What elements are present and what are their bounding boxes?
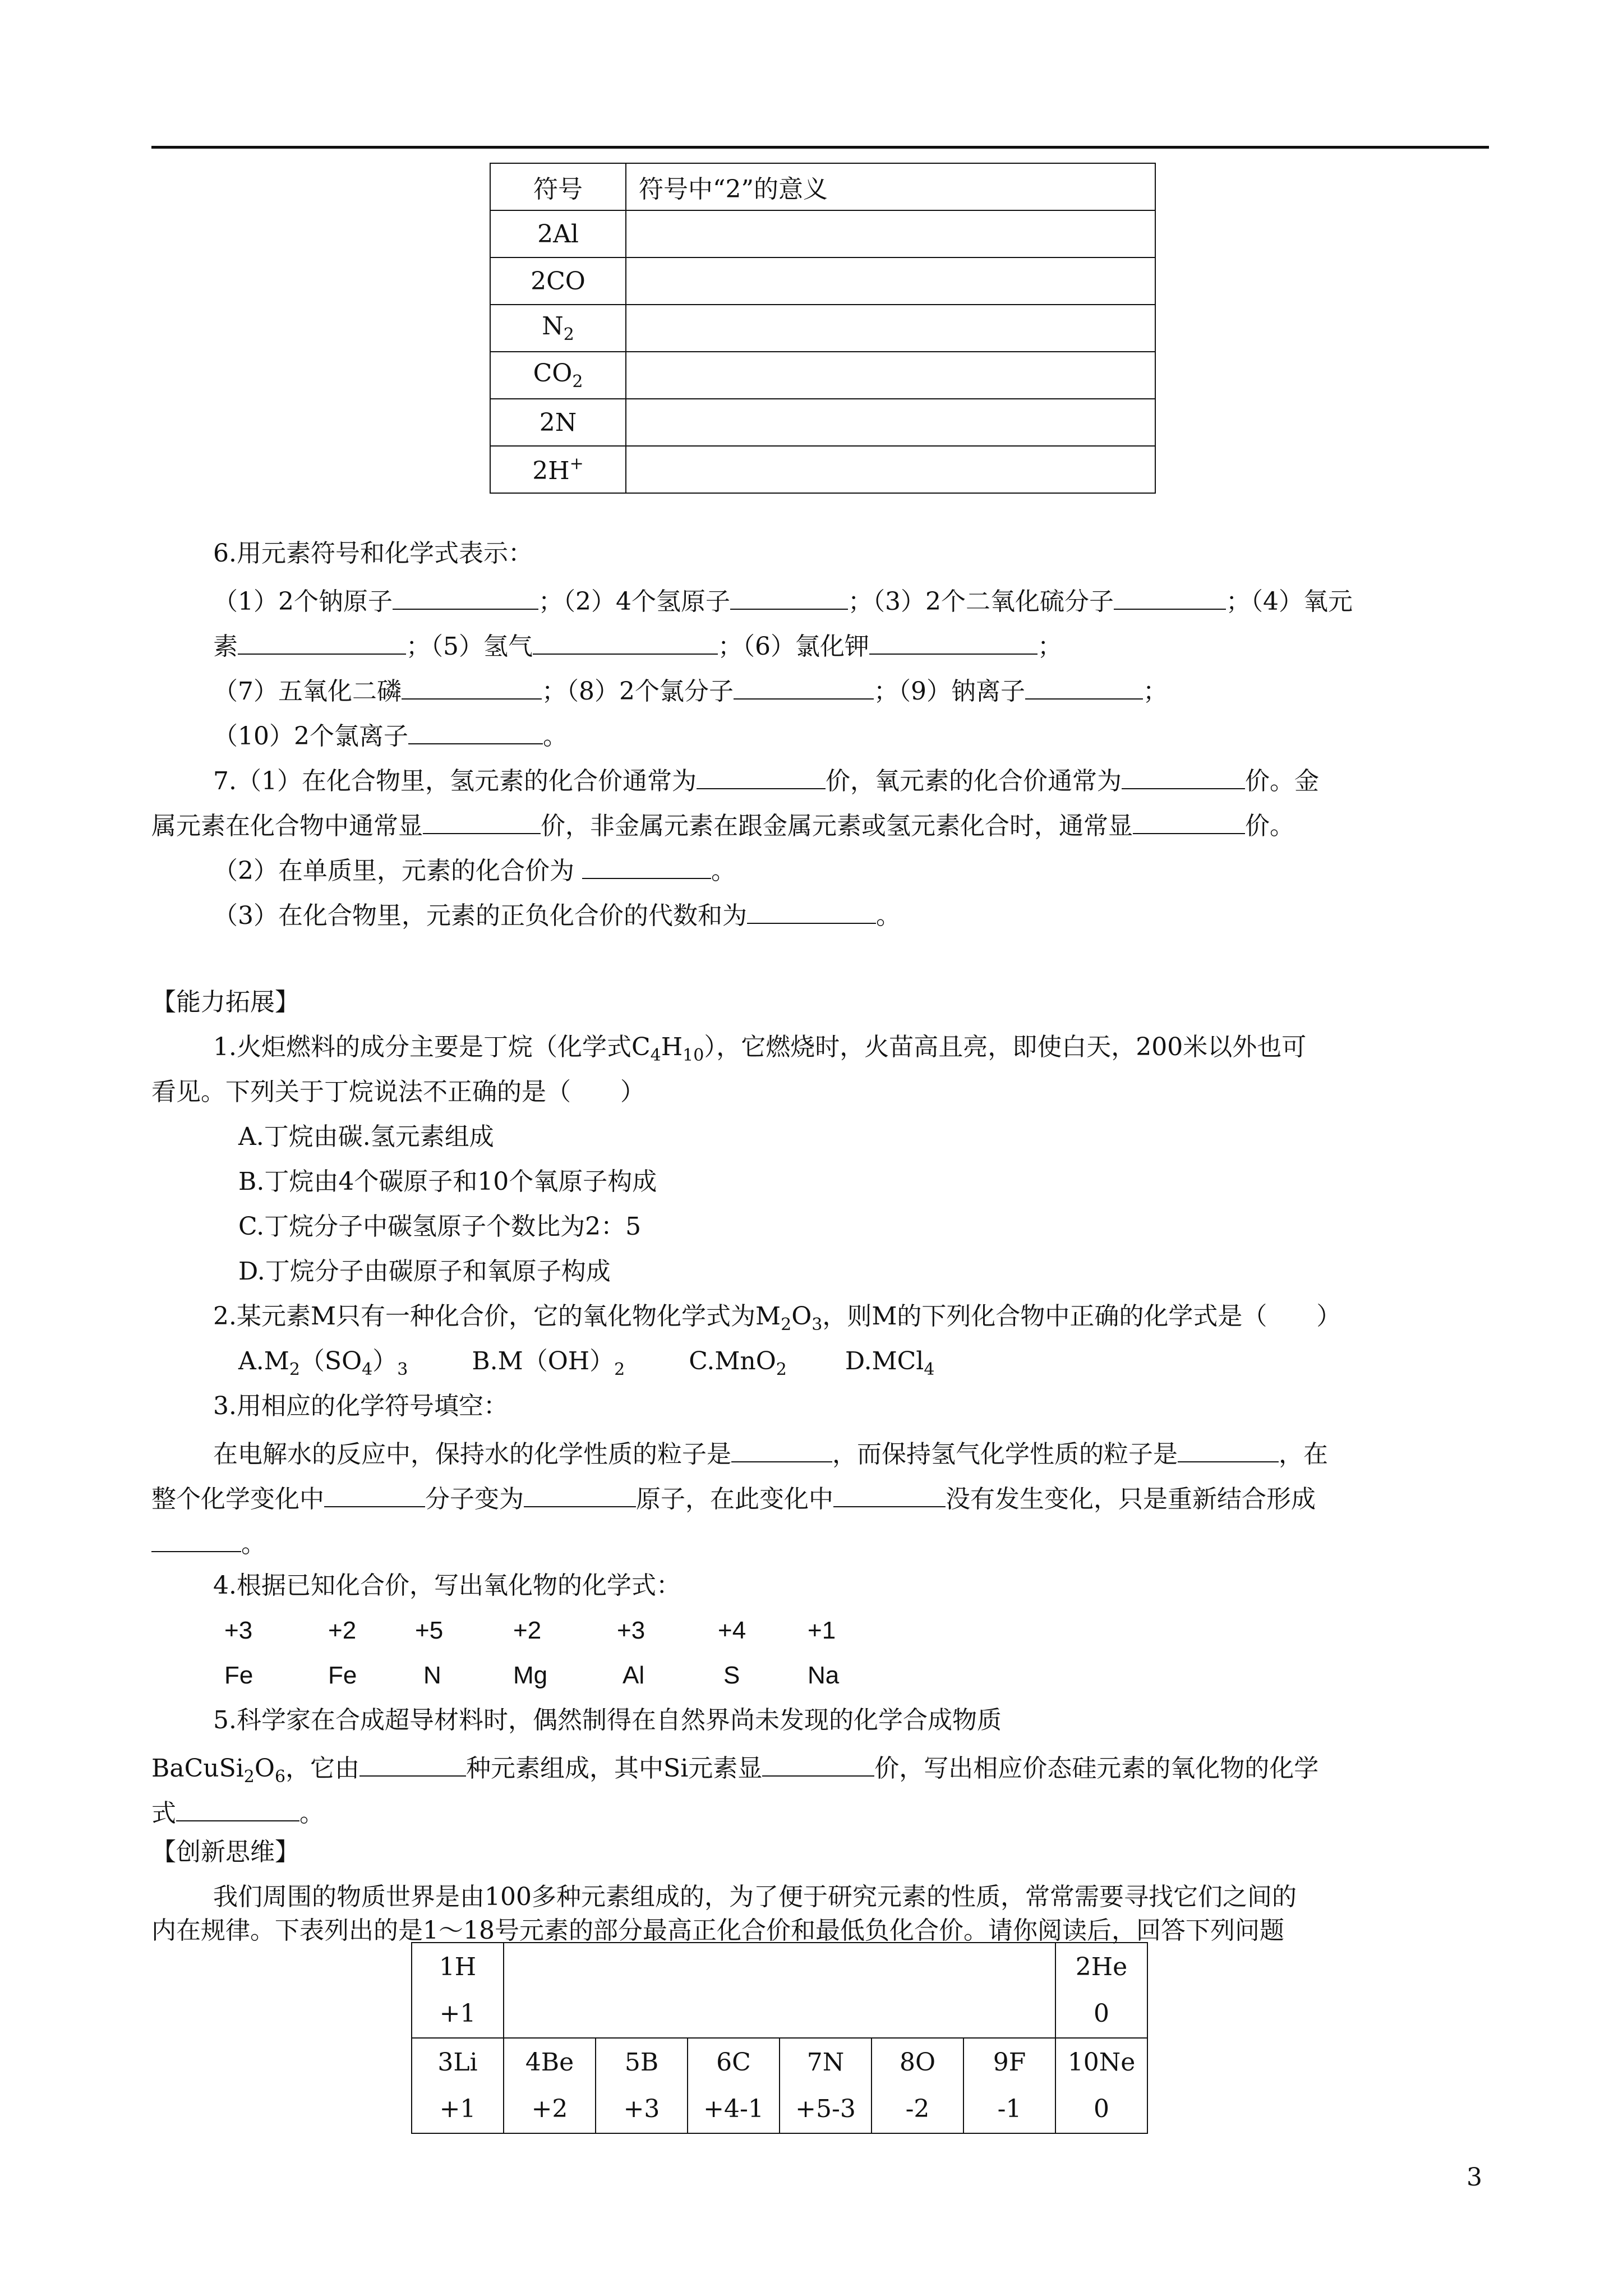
symbol-cell: $CO_2$ [490,352,626,399]
answer-blank[interactable] [393,586,538,610]
meaning-cell [626,399,1155,446]
element-cell: 7N +5-3 [780,2038,872,2133]
answer-blank[interactable] [734,676,874,700]
p2-line1: 2.某元素M只有一种化合价，它的氧化物化学式为$M_2O_3$，则M的下列化合物中正确的化学式是（ ） [213,1302,1341,1335]
subscript: 2 [563,325,574,344]
answer-blank[interactable] [833,1484,946,1507]
element-cell: 9F -1 [963,2038,1055,2133]
symbol-cell: 2CO [490,257,626,305]
answer-blank[interactable] [324,1484,425,1507]
header-rule [151,146,1489,149]
p3-line1: 在电解水的反应中，保持水的化学性质的粒子是 ，而保持氢气化学性质的粒子是 ，在 [213,1440,1328,1469]
answer-blank[interactable] [238,631,406,655]
meaning-cell [626,446,1155,493]
answer-blank[interactable] [869,631,1038,655]
answer-blank[interactable] [151,1529,241,1552]
option-a: $A.M_2(SO_4)_3$ [238,1347,408,1379]
answer-blank[interactable] [747,900,876,924]
table-row [490,352,1155,399]
answer-blank[interactable] [730,586,848,610]
empty-cell [504,1943,1055,2038]
q6-line3: （7）五氧化二磷 ；（8）2个氯分子 ；（9）钠离子 ； [213,677,1168,706]
element-cell: 4Be +2 [504,2038,596,2133]
element-cell: 3Li +1 [412,2038,504,2133]
p3-title: 3.用相应的化学符号填空： [213,1392,508,1420]
p3-line3: 。 [151,1529,266,1557]
meaning-cell [626,210,1155,257]
meaning-cell [626,305,1155,352]
q6-title: 6.用元素符号和化学式表示： [213,539,533,568]
element-cell: 5B +3 [596,2038,688,2133]
q7-line3: （2）在单质里，元素的化合价为 。 [213,857,736,885]
option-b: B.丁烷由4个碳原子和10个氧原子构成 [238,1167,657,1196]
option-a: A.丁烷由碳.氢元素组成 [238,1122,494,1151]
q7-line1: 7.（1）在化合物里，氢元素的化合价通常为 价，氧元素的化合价通常为 价。金 [213,767,1319,795]
answer-blank[interactable] [762,1753,874,1777]
q7-line2: 属元素在化合物中通常显 价，非金属元素在跟金属元素或氢元素化合时，通常显 价。 [151,812,1294,840]
answer-blank[interactable] [1133,811,1245,834]
superscript: + [569,454,584,473]
p5-line1: 5.科学家在合成超导材料时，偶然制得在自然界尚未发现的化学合成物质 [213,1706,1002,1734]
answer-blank[interactable] [533,631,718,655]
element-cell: 1H +1 [412,1943,504,2038]
p4-title: 4.根据已知化合价，写出氧化物的化学式： [213,1571,681,1600]
header-meaning: 符号中“2”的意义 [626,163,1155,210]
table-row [412,1943,1147,2038]
symbol-cell: 2Al [490,210,626,257]
p6-line1: 我们周围的物质世界是由100多种元素组成的，为了便于研究元素的性质，常常需要寻找它们之间的 [213,1883,1297,1911]
answer-blank[interactable] [402,676,542,700]
option-d: D.丁烷分子由碳原子和氧原子构成 [238,1257,611,1286]
table-row [490,257,1155,305]
p5-line2: $BaCuSi_2O_6$，它由 种元素组成，其中Si元素显 价，写出相应价态硅元素的氧化物的化学 [151,1754,1319,1787]
element-cell: 6C +4-1 [688,2038,780,2133]
option-d: D.MCl$_4$ [845,1347,935,1379]
option-c: C.丁烷分子中碳氢原子个数比为2：5 [238,1212,642,1241]
element-cell: 2He 0 [1055,1943,1147,2038]
element-valence-table [411,1942,1148,2134]
header-symbol: 符号 [490,163,626,210]
option-b: $B.M(OH)_2$ [472,1347,625,1379]
answer-blank[interactable] [1122,766,1245,789]
element-cell: 10Ne 0 [1055,2038,1147,2133]
answer-blank[interactable] [731,1439,832,1462]
element-cell: 8O -2 [872,2038,963,2133]
meaning-cell [626,257,1155,305]
meaning-cell [626,352,1155,399]
answer-blank[interactable] [359,1753,466,1777]
symbol-meaning-table [490,163,1156,494]
table-header-row [490,163,1155,210]
page-number: 3 [1467,2163,1482,2192]
table-row [412,2038,1147,2133]
q6-line2: 素 ；（5）氢气 ；（6）氯化钾 ； [213,632,1062,661]
table-row [490,210,1155,257]
symbol-cell: 2N [490,399,626,446]
p6-line2: 内在规律。下表列出的是1～18号元素的部分最高正化合价和最低负化合价。请你阅读后，回答下列问题 [151,1916,1284,1945]
option-c: C.MnO$_2$ [689,1347,787,1379]
p3-line2: 整个化学变化中 分子变为 原子，在此变化中 没有发生变化，只是重新结合形成 [151,1485,1316,1513]
answer-blank[interactable] [1178,1439,1279,1462]
section-heading: 【能力拓展】 [151,988,299,1016]
answer-blank[interactable] [408,721,543,744]
p1-line2: 看见。下列关于丁烷说法不正确的是（ ） [151,1078,645,1106]
answer-blank[interactable] [1114,586,1226,610]
answer-blank[interactable] [1025,676,1143,700]
symbol-cell: $N_2$ [490,305,626,352]
answer-blank[interactable] [423,811,541,834]
answer-blank[interactable] [176,1798,299,1821]
p5-line3: 式 。 [151,1799,324,1828]
p1-line1: 1.火炬燃料的成分主要是丁烷（化学式$C_4H_{10}$），它燃烧时，火苗高且亮，即使白天，200米以外也可 [213,1033,1307,1065]
table-row [490,399,1155,446]
q6-line1: （1）2个钠原子 ；（2）4个氢原子 ；（3）2个二氧化硫分子 ；（4）氧元 [213,587,1353,616]
table-row [490,446,1155,493]
table-row [490,305,1155,352]
section-heading: 【创新思维】 [151,1838,299,1866]
p2-options [238,1349,934,1378]
answer-blank[interactable] [697,766,826,789]
q7-line4: （3）在化合物里，元素的正负化合价的代数和为 。 [213,901,901,930]
q6-line4: （10）2个氯离子 。 [213,722,568,751]
answer-blank[interactable] [524,1484,636,1507]
symbol-cell: 2H+ [490,446,626,493]
answer-blank[interactable] [582,855,711,879]
subscript: 2 [572,372,583,392]
